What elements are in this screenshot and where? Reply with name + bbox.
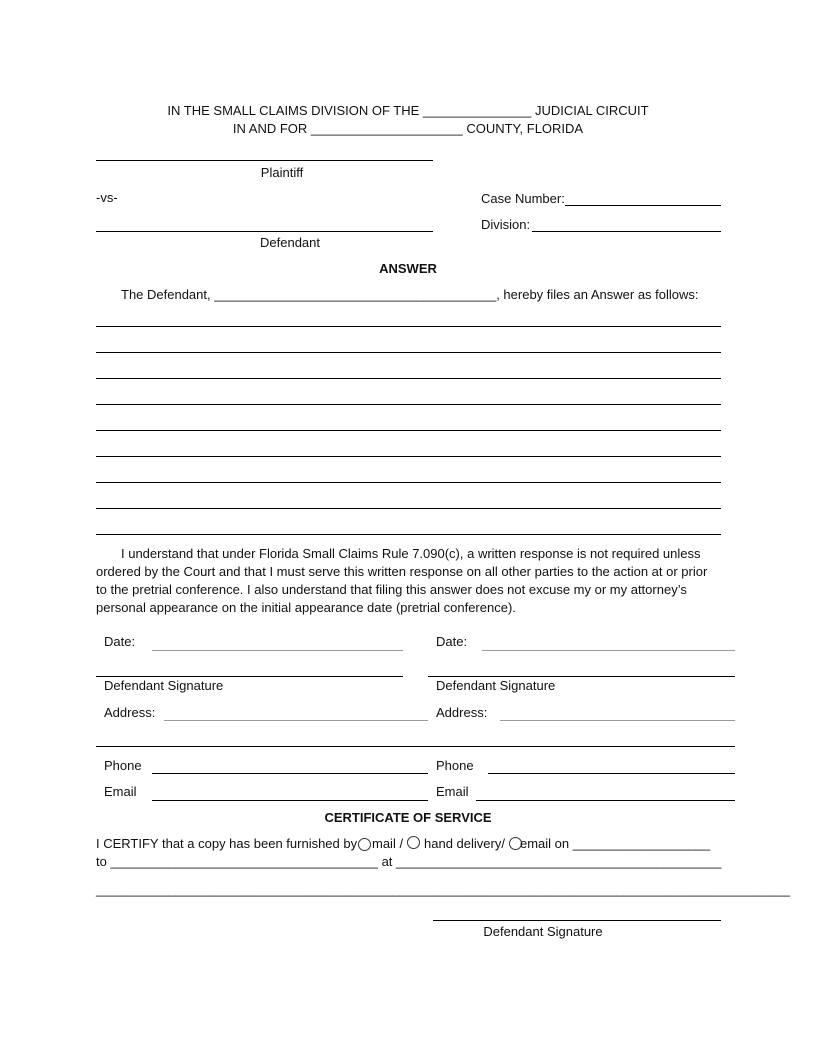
right-address-field[interactable] (500, 720, 735, 721)
right-date-label: Date: (436, 634, 468, 649)
certificate-signature-line[interactable] (433, 920, 721, 921)
right-signature-line[interactable] (428, 676, 735, 677)
left-date-field[interactable] (152, 650, 403, 651)
left-address-field[interactable] (164, 720, 428, 721)
answer-line[interactable] (96, 534, 721, 535)
mail-radio[interactable] (358, 838, 371, 851)
answer-line[interactable] (96, 326, 721, 327)
division-field[interactable] (532, 231, 721, 232)
hand-delivery-option-label: hand delivery/ (424, 836, 505, 851)
right-address-label: Address: (436, 705, 488, 720)
mail-option-label: mail / (372, 836, 404, 851)
right-phone-label: Phone (436, 758, 474, 773)
answer-title: ANSWER (379, 261, 437, 276)
right-email-field[interactable] (476, 800, 735, 801)
right-email-label: Email (436, 784, 469, 799)
certificate-signature-label: Defendant Signature (483, 924, 603, 939)
notice-paragraph: I understand that under Florida Small Claims Rule 7.090(c), a written response is not required unless ordered by the Court and that I must serve this written response on all other parties to the action at or prior to the pretrial conference. I also understand that filing this answer does not excuse my or my attorney’s personal appearance on the initial appearance date (pretrial conference). (96, 546, 708, 615)
answer-line[interactable] (96, 378, 721, 379)
answer-line[interactable] (96, 482, 721, 483)
answer-line[interactable] (96, 508, 721, 509)
left-phone-label: Phone (104, 758, 142, 773)
defendant-label: Defendant (260, 235, 320, 250)
left-email-label: Email (104, 784, 137, 799)
plaintiff-line[interactable] (96, 160, 433, 161)
left-signature-label: Defendant Signature (104, 678, 224, 693)
left-date-label: Date: (104, 634, 136, 649)
email-option-label: email on ___________________ (520, 836, 711, 851)
answer-line[interactable] (96, 456, 721, 457)
left-signature-line[interactable] (96, 676, 403, 677)
certificate-title: CERTIFICATE OF SERVICE (324, 810, 492, 825)
case-number-field[interactable] (565, 205, 721, 206)
court-header-line1: IN THE SMALL CLAIMS DIVISION OF THE _______________ JUDICIAL CIRCUIT (167, 103, 649, 118)
division-label: Division: (481, 217, 531, 232)
certify-prefix: I CERTIFY that a copy has been furnished by (96, 836, 358, 851)
left-address-label: Address: (104, 705, 156, 720)
vs-label: -vs- (96, 190, 118, 205)
certify-to-line: to _____________________________________ at _____________________________________________ (96, 854, 722, 869)
case-number-label: Case Number: (481, 191, 565, 206)
court-header-line2: IN AND FOR _____________________ COUNTY, FLORIDA (232, 121, 584, 136)
certify-full-line: ________________________________________________________________________________________________ (96, 882, 791, 897)
address-continuation-line[interactable] (96, 746, 735, 747)
right-date-field[interactable] (482, 650, 735, 651)
defendant-line[interactable] (96, 231, 433, 232)
hand-delivery-radio[interactable] (407, 836, 420, 849)
left-phone-field[interactable] (152, 773, 428, 774)
right-phone-field[interactable] (488, 773, 735, 774)
answer-intro: The Defendant, _______________________________________, hereby files an Answer as follows: (121, 287, 699, 302)
plaintiff-label: Plaintiff (260, 165, 304, 180)
left-email-field[interactable] (152, 800, 428, 801)
answer-line[interactable] (96, 404, 721, 405)
answer-line[interactable] (96, 352, 721, 353)
right-signature-label: Defendant Signature (436, 678, 556, 693)
answer-line[interactable] (96, 430, 721, 431)
